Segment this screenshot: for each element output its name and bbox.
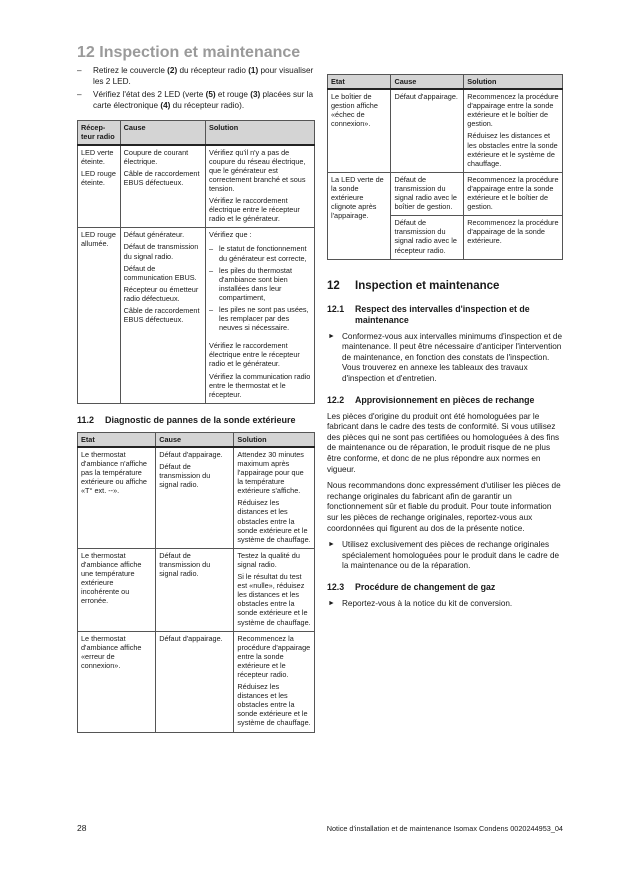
instruction-bullet: ► Utilisez exclusivement des pièces de rechange originales spécialement homologuées pour le produit dans le cadre de la maintenance ou de la réparation. [328, 540, 560, 571]
section-heading-12-3: 12.3 Procédure de changement de gaz [327, 581, 496, 592]
page-number: 28 [77, 823, 87, 833]
instruction-bullet: ► Reportez-vous à la notice du kit de conversion. [328, 598, 513, 608]
outdoor-sensor-table-continued [327, 74, 563, 260]
section-heading-12-2: 12.2 Approvisionnement en pièces de rechange [327, 394, 535, 405]
intro-bullet: – Retirez le couvercle (2) du récepteur radio (1) pour visualiser les 2 LED. [77, 66, 314, 86]
table-row: Le thermostat d'ambiance affiche «erreur de connexion». Défaut d'appairage. Recommencez la procédure d'appairage entre la sonde extérieure et le récepteur radio. Réduisez les distances et les obstacles entre la sonde extérieure et le système de chauffage. [78, 631, 315, 732]
table-row: Défaut de transmission du signal radio avec le récepteur radio. Recommencez la procédure d'appairage de la sonde extérieure. [328, 216, 563, 259]
col-header: Cause [120, 121, 205, 145]
section-heading-12: 12 Inspection et maintenance [327, 279, 500, 292]
receiver-diagnosis-table [77, 120, 315, 403]
footer-doc-title: Notice d'installation et de maintenance Isomax Condens 0020244953_04 [326, 824, 563, 833]
col-header: Solution [205, 121, 314, 145]
section-heading-12-1: 12.1 Respect des intervalles d'inspection et de maintenance [327, 303, 530, 325]
left-column [77, 66, 315, 733]
col-header: Cause [391, 75, 464, 90]
page-header-title: 12 Inspection et maintenance [77, 44, 301, 61]
col-header: Récep-teur radio [78, 121, 121, 145]
table-row: Le boîtier de gestion affiche «échec de connexion». Défaut d'appairage. Recommencez la procédure d'appairage entre la sonde extérieure et le boîtier de gestion. Réduisez les distances et les obstacles entre la sonde extérieure et le système de chauffage. [328, 89, 563, 172]
intro-bullet: – Vérifiez l'état des 2 LED (verte (5) et rouge (3) placées sur la carte électronique (4) du récepteur radio). [77, 90, 314, 110]
table-row: La LED verte de la sonde extérieure clignote après l'appairage. Défaut de transmission du signal radio avec le boîtier de gestion. Recommencez la procédure d'appairage entre la sonde extérieure et le boîtier de gestion. [328, 172, 563, 215]
table-row: LED rouge allumée. Défaut générateur. Défaut de transmission du signal radio. Défaut de communication EBUS. Récepteur ou émetteur radio défectueux. Câble de raccordement EBUS défectueux. Vérifiez que : – le statut de fonctionnement du générateur est correcte, – les piles du thermostat d'ambiance sont bien installées dans leur compartiment, – les piles ne sont pas usées, les remplacer par des neuves si nécessaire. Vérifiez le raccordement électrique entre le récepteur radio et le générateur. Vérifiez la communication radio entre le thermostat et le récepteur. [78, 228, 315, 404]
col-header: Solution [234, 432, 315, 447]
paragraph: Les pièces d'origine du produit ont été homologuées par le fabricant dans le cadre des tests de conformité. Si vous utilisez des pièces qui ne sont pas certifiées ou homologuées à des fins de maintenance ou de réparation, le produit risque de ne plus être conforme, et donc de ne plus répondre aux normes en vigueur. [327, 411, 560, 474]
paragraph: Nous recommandons donc expressément d'utiliser les pièces de rechange originales du fabricant afin de garantir un fonctionnement sûr et fiable du produit. Pour toute information sur les pièces de rechange originales, reportez-vous aux coordonnées qui figurent au dos de la présente notice. [327, 481, 561, 533]
instruction-bullet: ► Conformez-vous aux intervalles minimums d'inspection et de maintenance. Il peut être nécessaire d'anticiper l'intervention de maintenance, en fonction des constats de l'inspection. Vous trouverez en annexe les tableaux des travaux d'inspection et d'entretien. [328, 331, 562, 383]
right-column [327, 74, 563, 613]
col-header: Solution [464, 75, 563, 90]
table-row: Le thermostat d'ambiance affiche une température extérieure incohérente ou erronée. Défaut de transmission du signal radio. Testez la qualité du signal radio. Si le résultat du test est «nulle», réduisez les distances et les obstacles entre la sonde extérieure et le système de chauffage. [78, 548, 315, 631]
col-header: Cause [156, 432, 234, 447]
section-heading-11-2: 11.2 Diagnostic de pannes de la sonde extérieure [77, 414, 296, 425]
col-header: Etat [328, 75, 391, 90]
outdoor-sensor-table [77, 432, 315, 733]
table-row: Le thermostat d'ambiance n'affiche pas la température extérieure ou affiche «T° ext. --». Défaut d'appairage. Défaut de transmission du signal radio. Attendez 30 minutes maximum après l'appairage pour que la température extérieure s'affiche. Réduisez les distances et les obstacles entre la sonde extérieure et le système de chauffage. [78, 447, 315, 548]
col-header: Etat [78, 432, 156, 447]
table-row: LED verte éteinte. LED rouge éteinte. Coupure de courant électrique. Câble de raccordement EBUS défectueux. Vérifiez qu'il n'y a pas de coupure du réseau électrique, que le générateur est correctement branché et sous tension. Vérifiez le raccordement électrique entre le récepteur radio et le générateur. [78, 145, 315, 228]
